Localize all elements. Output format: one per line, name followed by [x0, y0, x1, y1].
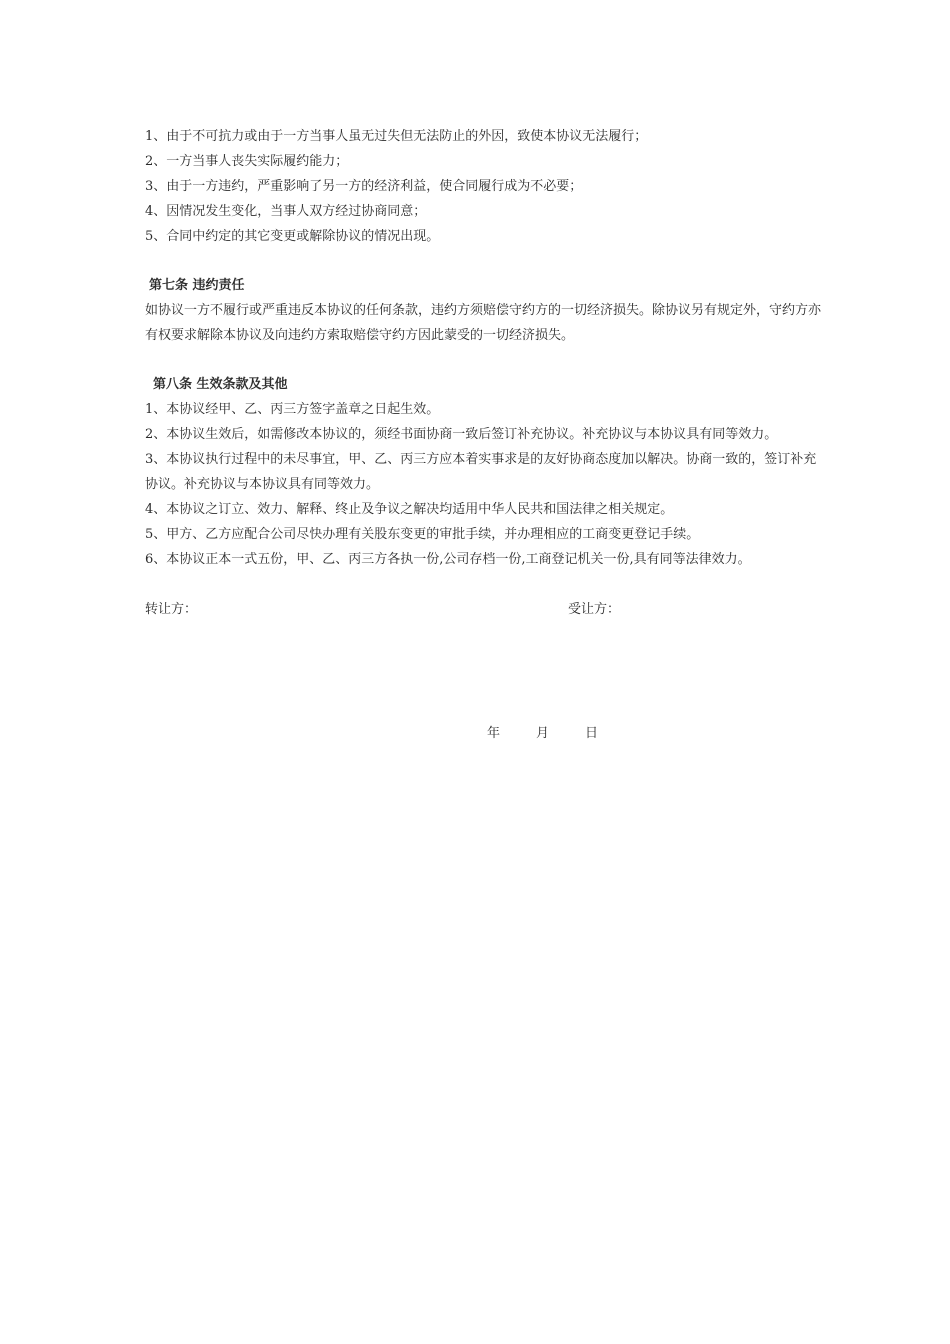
list-item: 2、本协议生效后，如需修改本协议的，须经书面协商一致后签订补充协议。补充协议与本协议具有同等效力。 [145, 427, 778, 442]
list-item: 6、本协议正本一式五份，甲、乙、丙三方各执一份,公司存档一份,工商登记机关一份,具有同等法律效力。 [145, 552, 751, 567]
article-8-heading: 第八条 生效条款及其他 [153, 377, 288, 392]
list-item: 5、合同中约定的其它变更或解除协议的情况出现。 [145, 229, 440, 244]
list-item: 5、甲方、乙方应配合公司尽快办理有关股东变更的审批手续，并办理相应的工商变更登记手续。 [145, 527, 700, 542]
list-item: 1、本协议经甲、乙、丙三方签字盖章之日起生效。 [145, 402, 440, 417]
article-7-heading: 第七条 违约责任 [149, 278, 245, 293]
list-item: 4、因情况发生变化，当事人双方经过协商同意； [145, 204, 427, 219]
date-day-label: 日 [585, 726, 599, 741]
article-7-body: 如协议一方不履行或严重违反本协议的任何条款，违约方须赔偿守约方的一切经济损失。除协议另有规定外，守约方亦有权要求解除本协议及向违约方索取赔偿守约方因此蒙受的一切经济损失。 [145, 303, 822, 343]
signing-date [487, 721, 598, 746]
termination-conditions-list [145, 124, 825, 249]
date-month-label: 月 [536, 726, 550, 741]
list-item: 3、本协议执行过程中的未尽事宜，甲、乙、丙三方应本着实事求是的友好协商态度加以解决。协商一致的，签订补充协议。补充协议与本协议具有同等效力。 [145, 452, 817, 492]
article-8-section [145, 372, 825, 572]
list-item: 4、本协议之订立、效力、解释、终止及争议之解决均适用中华人民共和国法律之相关规定。 [145, 502, 674, 517]
list-item: 2、一方当事人丧失实际履约能力； [145, 154, 349, 169]
list-item: 1、由于不可抗力或由于一方当事人虽无过失但无法防止的外因，致使本协议无法履行； [145, 129, 648, 144]
article-7-section [145, 273, 825, 348]
transferee-label: 受让方： [568, 602, 621, 617]
list-item: 3、由于一方违约，严重影响了另一方的经济利益，使合同履行成为不必要； [145, 179, 583, 194]
date-year-label: 年 [487, 726, 501, 741]
transferor-label: 转让方： [145, 602, 198, 617]
